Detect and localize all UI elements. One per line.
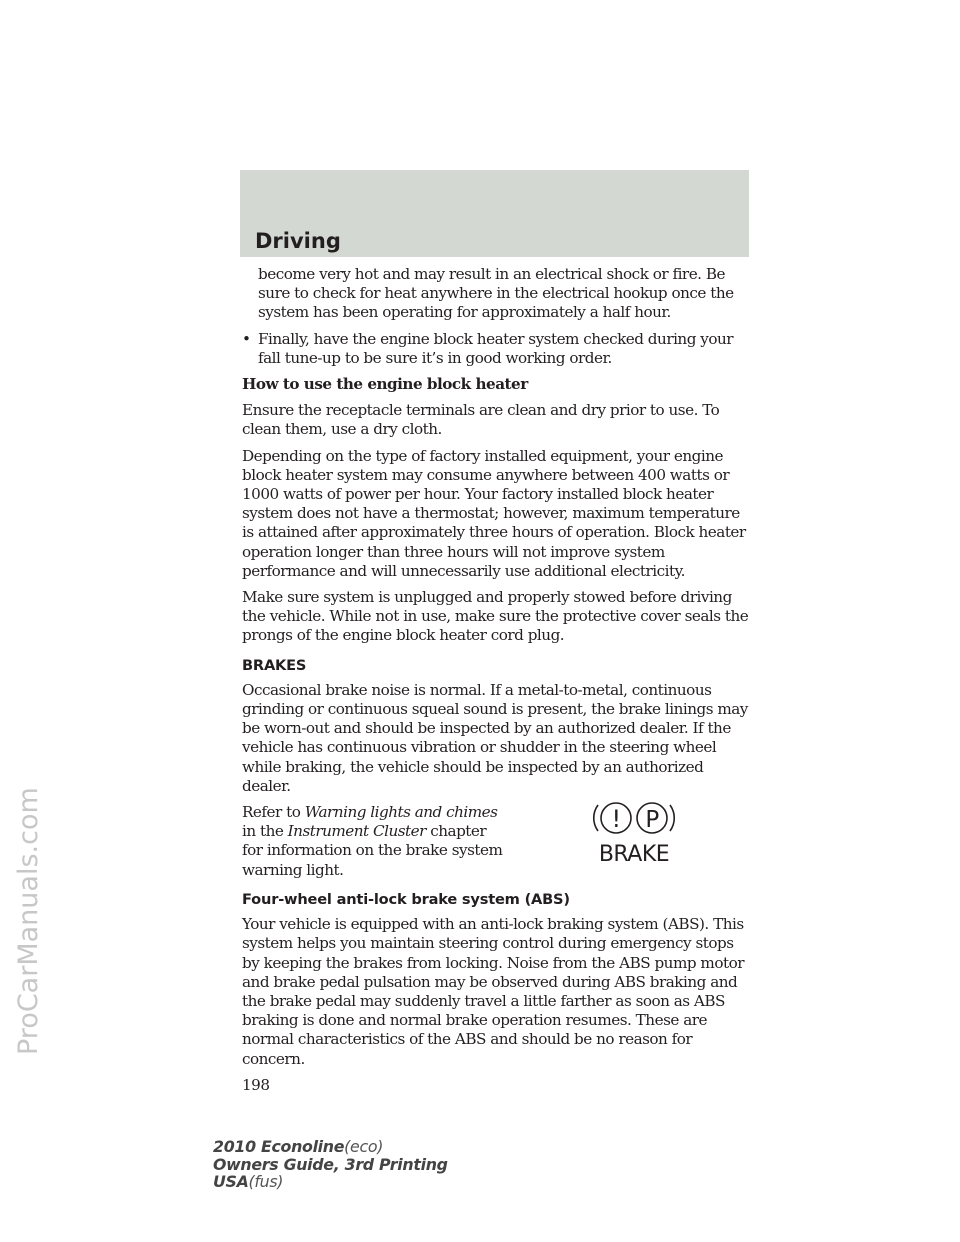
exclaim-arc-left [594, 805, 598, 831]
park-arc-right [670, 805, 674, 831]
paragraph-heat-check: become very hot and may result in an electrical shock or fire. Be sure to check for heat anywhere in the electrical hookup once the system has been operating for approximately a half hour. [258, 265, 734, 322]
ref-link-warning-lights: Warning lights and chimes [304, 803, 498, 822]
paragraph-abs: Your vehicle is equipped with an anti-lock braking system (ABS). This system helps you maintain steering control during emergency stops by keeping the brakes from locking. Noise from the ABS pump motor and brake pedal pulsation may be observed during ABS braking and the brake pedal may suddenly travel a little farther as soon as ABS braking is done and normal brake operation resumes. These are normal characteristics of the ABS and should be no reason for concern. [242, 915, 744, 1068]
exclaim-symbol: ! [611, 805, 621, 834]
subheading-block-heater: How to use the engine block heater [242, 375, 528, 394]
section-title: Driving [255, 229, 341, 253]
footer-model: 2010 Econoline [213, 1137, 345, 1156]
ref-link-instrument-cluster: Instrument Cluster [287, 822, 426, 841]
heading-abs: Four-wheel anti-lock brake system (ABS) [242, 890, 570, 908]
footer-line-3 [213, 1173, 448, 1191]
paragraph-reference [242, 803, 507, 880]
paragraph-unplug: Make sure system is unplugged and properly stowed before driving the vehicle. While not in use, make sure the protective cover seals the prongs of the engine block heater cord plug. [242, 588, 749, 645]
footer-market: USA [213, 1172, 249, 1191]
park-symbol: P [645, 807, 659, 834]
paragraph-brake-noise: Occasional brake noise is normal. If a metal-to-metal, continuous grinding or continuous squeal sound is present, the brake linings may be worn-out and should be inspected by an authorized dealer. If the vehicle has continuous vibration or shudder in the steering wheel while braking, the vehicle should be inspected by an authorized dealer. [242, 680, 748, 795]
reference-row [242, 803, 750, 880]
paragraph-terminals: Ensure the receptacle terminals are clean and dry prior to use. To clean them, use a dry cloth. [242, 401, 720, 439]
ref-prefix: Refer to [242, 803, 305, 822]
footer-market-code: (fus) [248, 1172, 284, 1191]
page-content [242, 265, 750, 1095]
bullet-dot: • [242, 329, 251, 348]
page-number: 198 [242, 1075, 270, 1094]
footer [213, 1138, 448, 1191]
ref-suffix: chapter for information on the brake system warning light. [242, 822, 503, 879]
brake-label: BRAKE [598, 842, 670, 866]
paragraph-power: Depending on the type of factory installed equipment, your engine block heater system may consume anywhere between 400 watts or 1000 watts of power per hour. Your factory installed block heater system does not have a thermostat; however, maximum temperature is attained after approximately three hours of operation. Block heater operation longer than three hours will not improve system performance and will unnecessarily use additional electricity. [242, 446, 746, 580]
watermark [4, 200, 48, 1060]
bullet-item [242, 330, 750, 368]
footer-line-1 [213, 1138, 448, 1156]
brake-warning-icon [586, 801, 682, 865]
ref-mid: in the [242, 822, 288, 841]
footer-edition: Owners Guide, 3rd Printing [213, 1154, 448, 1174]
heading-brakes: BRAKES [242, 656, 307, 674]
watermark-graphic [4, 200, 48, 1060]
bullet-text: Finally, have the engine block heater system checked during your fall tune-up to be sure it’s in good working order. [258, 329, 734, 367]
footer-model-code: (eco) [344, 1137, 384, 1156]
watermark-text: ProCarManuals.com [13, 787, 44, 1055]
footer-line-2 [213, 1156, 448, 1174]
